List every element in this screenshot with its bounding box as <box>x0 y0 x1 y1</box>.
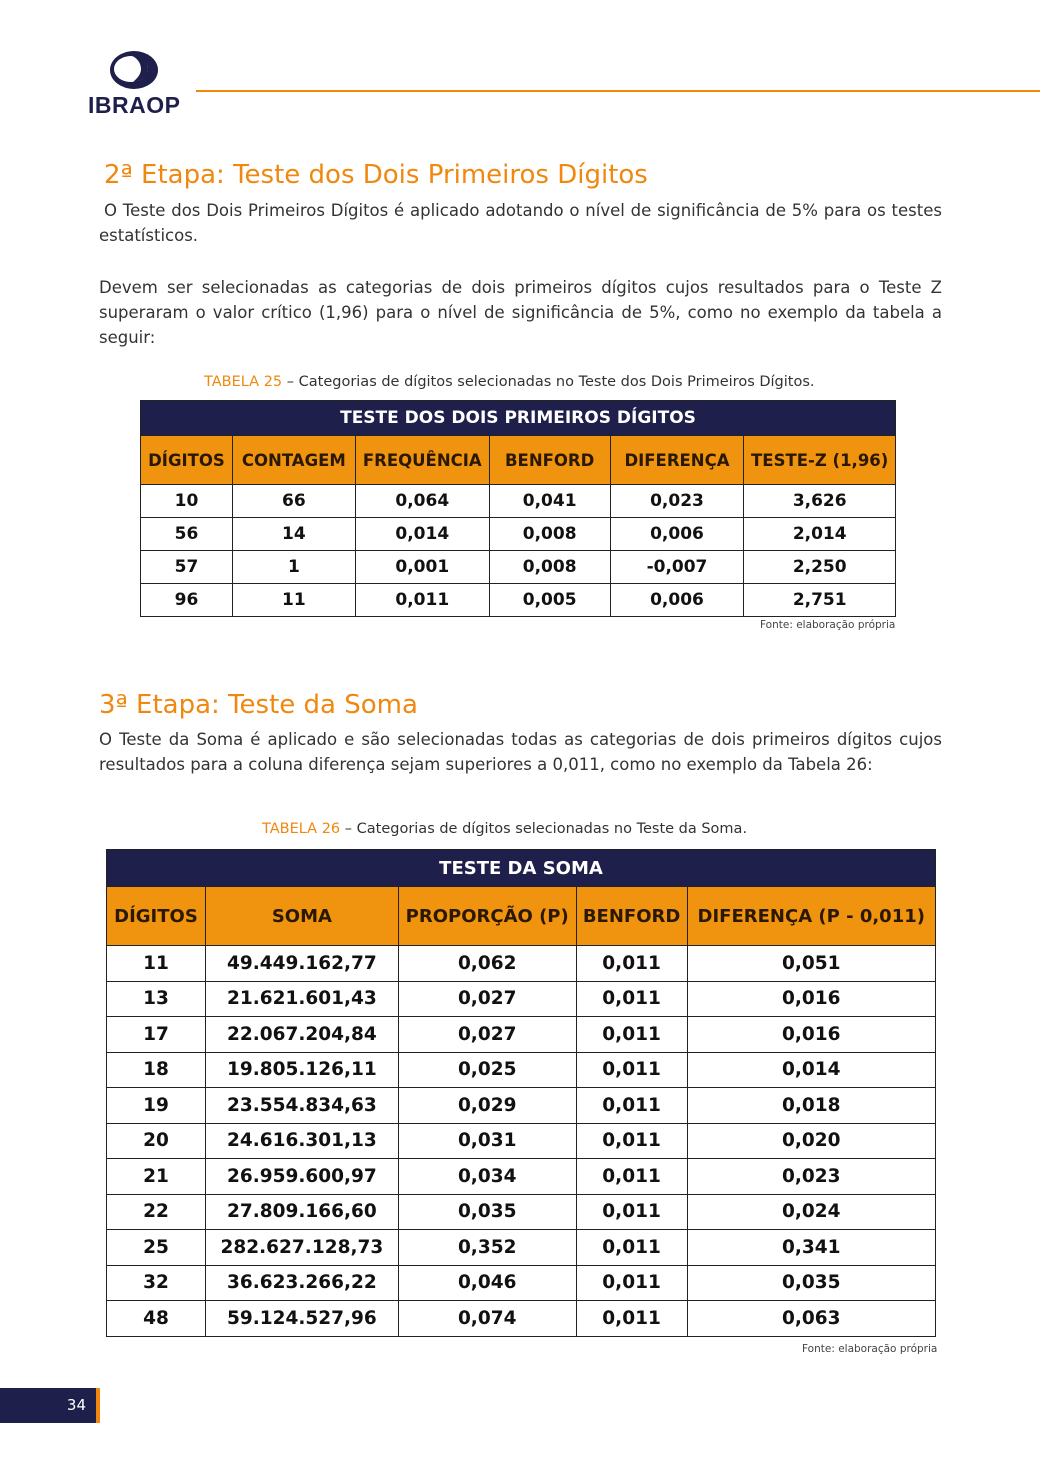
table-header-cell: TESTE-Z (1,96) <box>744 436 896 485</box>
table-cell: 0,029 <box>398 1088 576 1124</box>
table-row <box>107 1123 936 1159</box>
table-cell: 0,063 <box>687 1301 935 1337</box>
table-row <box>141 485 896 518</box>
table-cell: 0,064 <box>355 485 489 518</box>
table-cell: 0,035 <box>398 1194 576 1230</box>
table-cell: 0,352 <box>398 1230 576 1266</box>
section-2-paragraph-1: O Teste dos Dois Primeiros Dígitos é aplicado adotando o nível de significância de 5% para os testes estatísticos. <box>99 201 942 245</box>
table-cell: 0,046 <box>398 1265 576 1301</box>
table-cell: 0,041 <box>489 485 610 518</box>
table-cell: 22.067.204,84 <box>205 1017 398 1053</box>
table-cell: 0,011 <box>576 1052 687 1088</box>
table-header-cell: SOMA <box>205 887 398 946</box>
table-cell: 96 <box>141 584 233 617</box>
table-cell: 2,250 <box>744 551 896 584</box>
table-25-caption-label: TABELA 25 <box>204 374 283 390</box>
table-cell: 57 <box>141 551 233 584</box>
table-cell: 0,011 <box>576 1265 687 1301</box>
table-cell: 24.616.301,13 <box>205 1123 398 1159</box>
table-26 <box>106 849 936 1337</box>
table-cell: 0,027 <box>398 981 576 1017</box>
table-cell: 0,011 <box>576 981 687 1017</box>
table-cell: 0,011 <box>576 1301 687 1337</box>
table-row <box>107 1159 936 1195</box>
table-cell: 1 <box>232 551 355 584</box>
table-row <box>107 1301 936 1337</box>
table-cell: 0,031 <box>398 1123 576 1159</box>
table-cell: 19.805.126,11 <box>205 1052 398 1088</box>
table-cell: 0,008 <box>489 518 610 551</box>
table-cell: 0,011 <box>576 1159 687 1195</box>
table-cell: 56 <box>141 518 233 551</box>
table-cell: 11 <box>107 946 206 982</box>
table-cell: 48 <box>107 1301 206 1337</box>
table-cell: 0,341 <box>687 1230 935 1266</box>
table-25-caption-text: – Categorias de dígitos selecionadas no Teste dos Dois Primeiros Dígitos. <box>282 374 815 390</box>
table-cell: 49.449.162,77 <box>205 946 398 982</box>
table-row <box>107 1088 936 1124</box>
header-divider <box>196 90 1040 92</box>
table-cell: 0,025 <box>398 1052 576 1088</box>
table-cell: 2,014 <box>744 518 896 551</box>
table-cell: 3,626 <box>744 485 896 518</box>
table-cell: 0,051 <box>687 946 935 982</box>
table-row <box>107 981 936 1017</box>
table-header-cell: BENFORD <box>576 887 687 946</box>
section-2-paragraph-2: Devem ser selecionadas as categorias de dois primeiros dígitos cujos resultados para o Teste Z superaram o valor crítico (1,96) para o nível de significância de 5%, como no exemplo da tabela a seguir: <box>99 278 942 347</box>
logo-text: IBRAOP <box>88 92 181 118</box>
table-header-cell: PROPORÇÃO (P) <box>398 887 576 946</box>
table-cell: 36.623.266,22 <box>205 1265 398 1301</box>
table-25-caption <box>204 374 815 390</box>
table-cell: 0,011 <box>355 584 489 617</box>
table-cell: 0,014 <box>355 518 489 551</box>
table-row <box>107 1017 936 1053</box>
table-row <box>141 518 896 551</box>
table-cell: 10 <box>141 485 233 518</box>
table-row <box>141 551 896 584</box>
table-cell: 0,035 <box>687 1265 935 1301</box>
table-header-cell: DÍGITOS <box>141 436 233 485</box>
table-cell: 0,016 <box>687 981 935 1017</box>
table-cell: 0,014 <box>687 1052 935 1088</box>
page-number: 34 <box>66 1396 86 1414</box>
table-cell: 18 <box>107 1052 206 1088</box>
table-cell: 32 <box>107 1265 206 1301</box>
table-cell: 0,011 <box>576 1194 687 1230</box>
page-number-tab <box>0 1388 100 1423</box>
table-26-source: Fonte: elaboração própria <box>802 1343 938 1355</box>
table-cell: 0,062 <box>398 946 576 982</box>
table-cell: 59.124.527,96 <box>205 1301 398 1337</box>
table-row <box>107 946 936 982</box>
table-cell: 0,011 <box>576 1123 687 1159</box>
table-cell: 0,011 <box>576 946 687 982</box>
table-cell: 0,074 <box>398 1301 576 1337</box>
section-2-title: 2ª Etapa: Teste dos Dois Primeiros Dígitos <box>104 160 648 190</box>
table-cell: 0,011 <box>576 1230 687 1266</box>
table-header-cell: FREQUÊNCIA <box>355 436 489 485</box>
table-25-source: Fonte: elaboração própria <box>760 619 896 631</box>
table-cell: 17 <box>107 1017 206 1053</box>
table-25 <box>140 400 896 617</box>
table-header-cell: CONTAGEM <box>232 436 355 485</box>
table-cell: 0,016 <box>687 1017 935 1053</box>
table-cell: 14 <box>232 518 355 551</box>
logo-emblem-icon <box>108 48 164 92</box>
table-26-caption <box>262 821 747 837</box>
table-row <box>107 1052 936 1088</box>
table-cell: 66 <box>232 485 355 518</box>
table-row <box>107 1265 936 1301</box>
table-cell: 21.621.601,43 <box>205 981 398 1017</box>
ibraop-logo <box>88 48 188 118</box>
table-cell: -0,007 <box>610 551 744 584</box>
table-cell: 0,006 <box>610 584 744 617</box>
table-26-body <box>107 946 936 1337</box>
table-header-cell: DIFERENÇA (P - 0,011) <box>687 887 935 946</box>
table-cell: 26.959.600,97 <box>205 1159 398 1195</box>
table-cell: 0,034 <box>398 1159 576 1195</box>
table-row <box>107 1230 936 1266</box>
table-cell: 11 <box>232 584 355 617</box>
table-26-title: TESTE DA SOMA <box>107 850 936 887</box>
table-25-header-row <box>141 436 896 485</box>
table-cell: 0,008 <box>489 551 610 584</box>
table-cell: 0,005 <box>489 584 610 617</box>
table-cell: 0,024 <box>687 1194 935 1230</box>
table-header-cell: DÍGITOS <box>107 887 206 946</box>
table-cell: 0,023 <box>687 1159 935 1195</box>
table-row <box>107 1194 936 1230</box>
table-26-caption-text: – Categorias de dígitos selecionadas no Teste da Soma. <box>340 821 748 837</box>
table-25-title: TESTE DOS DOIS PRIMEIROS DÍGITOS <box>141 401 896 436</box>
table-cell: 0,006 <box>610 518 744 551</box>
table-cell: 20 <box>107 1123 206 1159</box>
table-cell: 22 <box>107 1194 206 1230</box>
table-26-caption-label: TABELA 26 <box>262 821 341 837</box>
table-cell: 0,023 <box>610 485 744 518</box>
table-row <box>141 584 896 617</box>
table-25-body <box>141 485 896 617</box>
table-cell: 0,011 <box>576 1017 687 1053</box>
table-cell: 0,001 <box>355 551 489 584</box>
table-cell: 282.627.128,73 <box>205 1230 398 1266</box>
table-26-header-row <box>107 887 936 946</box>
table-cell: 19 <box>107 1088 206 1124</box>
table-cell: 27.809.166,60 <box>205 1194 398 1230</box>
table-cell: 25 <box>107 1230 206 1266</box>
section-3-paragraph-1: O Teste da Soma é aplicado e são selecionadas todas as categorias de dois primeiros dígitos cujos resultados para a coluna diferença sejam superiores a 0,011, como no exemplo da Tabela 26: <box>99 730 942 774</box>
table-cell: 2,751 <box>744 584 896 617</box>
section-3-title: 3ª Etapa: Teste da Soma <box>99 690 418 720</box>
table-cell: 0,027 <box>398 1017 576 1053</box>
table-cell: 0,011 <box>576 1088 687 1124</box>
table-cell: 21 <box>107 1159 206 1195</box>
table-cell: 23.554.834,63 <box>205 1088 398 1124</box>
table-header-cell: DIFERENÇA <box>610 436 744 485</box>
table-cell: 0,020 <box>687 1123 935 1159</box>
table-cell: 0,018 <box>687 1088 935 1124</box>
table-header-cell: BENFORD <box>489 436 610 485</box>
table-cell: 13 <box>107 981 206 1017</box>
